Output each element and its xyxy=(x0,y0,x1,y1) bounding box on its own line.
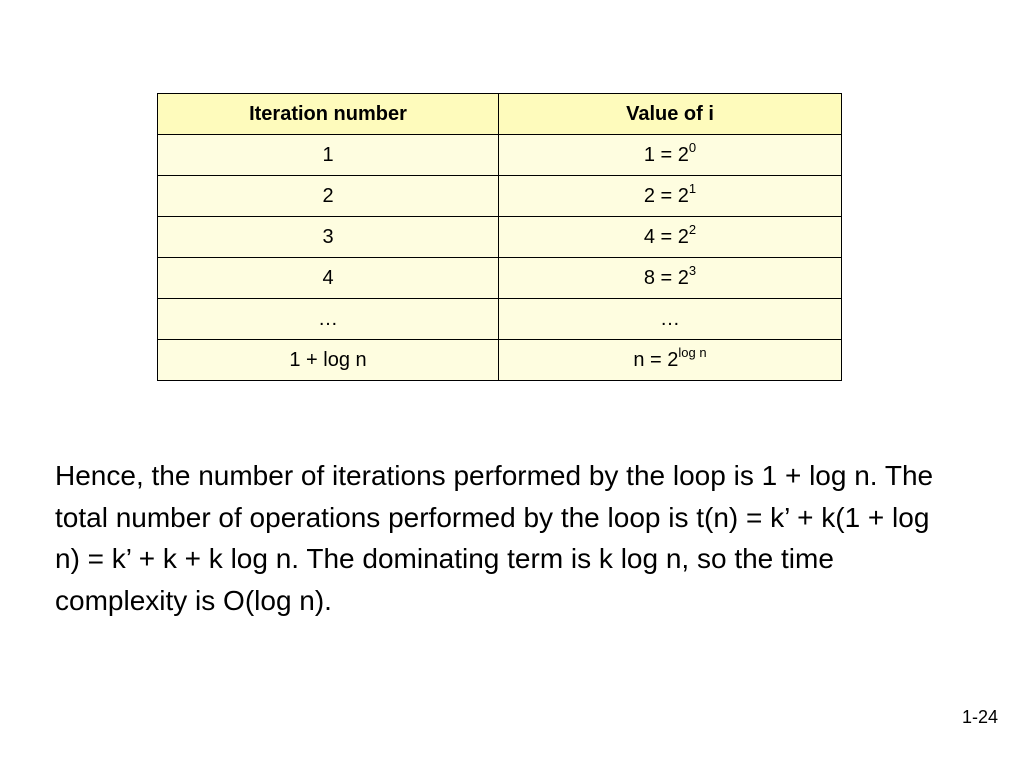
value-base: 4 = 2 xyxy=(643,226,689,248)
value-exponent: 0 xyxy=(688,140,697,155)
value-exponent: log n xyxy=(678,345,707,360)
value-cell xyxy=(499,299,842,340)
conclusion-paragraph: Hence, the number of iterations performed by the loop is 1 + log n. The total number of operations performed by the loop is t(n) = k’ + k(1 + log n) = k’ + k + k log n. The dominating term is k log n, so the time complexity is O(log n). xyxy=(55,460,934,616)
iteration-cell: 3 xyxy=(158,217,499,258)
value-exponent: 1 xyxy=(688,181,697,196)
value-base: 8 = 2 xyxy=(643,267,689,289)
table-header-row xyxy=(158,94,842,135)
table-row xyxy=(158,217,842,258)
value-exponent: 3 xyxy=(688,263,697,278)
iteration-cell: 4 xyxy=(158,258,499,299)
value-base: … xyxy=(660,308,680,330)
table-row xyxy=(158,340,842,381)
header-iteration-number: Iteration number xyxy=(158,94,499,135)
iteration-cell: 2 xyxy=(158,176,499,217)
value-cell xyxy=(499,217,842,258)
value-base: 1 = 2 xyxy=(643,144,689,166)
iteration-cell: 1 xyxy=(158,135,499,176)
value-cell xyxy=(499,135,842,176)
iteration-cell: … xyxy=(158,299,499,340)
value-base: 2 = 2 xyxy=(643,185,689,207)
table-row xyxy=(158,258,842,299)
value-cell xyxy=(499,340,842,381)
table-row xyxy=(158,176,842,217)
slide-number: 1-24 xyxy=(961,707,998,727)
iteration-cell: 1 + log n xyxy=(158,340,499,381)
iteration-table xyxy=(157,93,842,381)
value-cell xyxy=(499,176,842,217)
value-base: n = 2 xyxy=(633,349,679,371)
header-value-of-i: Value of i xyxy=(499,94,842,135)
value-cell xyxy=(499,258,842,299)
table-row xyxy=(158,135,842,176)
table-row xyxy=(158,299,842,340)
value-exponent: 2 xyxy=(688,222,697,237)
